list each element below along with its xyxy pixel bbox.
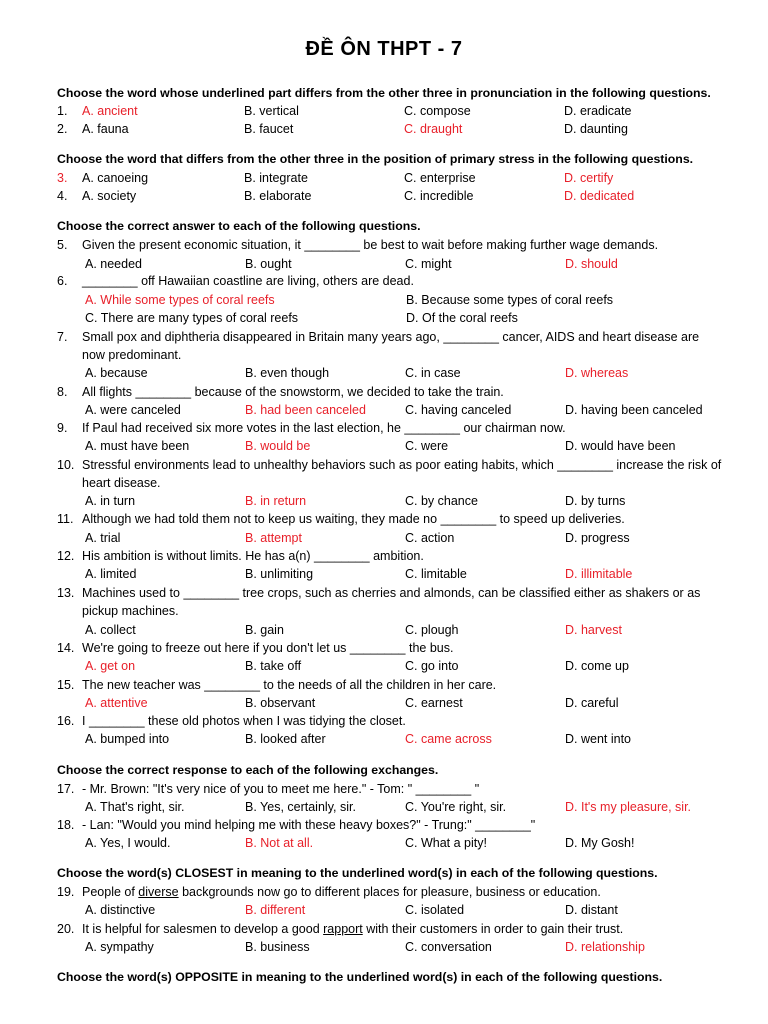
option-d[interactable]: D. whereas bbox=[565, 366, 629, 380]
option-b[interactable]: B. in return bbox=[245, 494, 307, 508]
option-d[interactable]: D. distant bbox=[565, 903, 618, 917]
option-a[interactable]: A. limited bbox=[85, 567, 137, 581]
option-c[interactable]: C. having canceled bbox=[405, 403, 512, 417]
option-c[interactable]: C. in case bbox=[405, 366, 461, 380]
option-b[interactable]: B. Because some types of coral reefs bbox=[406, 293, 614, 307]
section-2-instruction: Choose the word that differs from the other three in the position of primary stress in the following questions. bbox=[57, 152, 694, 166]
option-d[interactable]: D. by turns bbox=[565, 494, 626, 508]
option-b[interactable]: B. elaborate bbox=[244, 189, 312, 203]
option-b[interactable]: B. Yes, certainly, sir. bbox=[245, 800, 356, 814]
option-a[interactable]: A. because bbox=[85, 366, 148, 380]
option-c[interactable]: C. earnest bbox=[405, 696, 463, 710]
option-a[interactable]: A. fauna bbox=[82, 122, 129, 136]
option-c[interactable]: C. might bbox=[405, 257, 452, 271]
section-4-instruction: Choose the correct response to each of the following exchanges. bbox=[57, 763, 439, 777]
option-a[interactable]: A. canoeing bbox=[82, 171, 149, 185]
option-b[interactable]: B. take off bbox=[245, 659, 302, 673]
option-c[interactable]: C. enterprise bbox=[404, 171, 476, 185]
option-d[interactable]: D. progress bbox=[565, 531, 630, 545]
option-a[interactable]: A. society bbox=[82, 189, 137, 203]
option-d[interactable]: D. My Gosh! bbox=[565, 836, 635, 850]
option-d[interactable]: D. having been canceled bbox=[565, 403, 703, 417]
option-c[interactable]: C. action bbox=[405, 531, 455, 545]
option-b[interactable]: B. different bbox=[245, 903, 306, 917]
option-d[interactable]: D. dedicated bbox=[564, 189, 635, 203]
underlined-word: rapport bbox=[323, 922, 363, 936]
option-b[interactable]: B. would be bbox=[245, 439, 311, 453]
option-b[interactable]: B. attempt bbox=[245, 531, 302, 545]
option-d[interactable]: D. harvest bbox=[565, 623, 622, 637]
option-c[interactable]: C. were bbox=[405, 439, 449, 453]
option-a[interactable]: A. Yes, I would. bbox=[85, 836, 171, 850]
option-a[interactable]: A. collect bbox=[85, 623, 136, 637]
option-b[interactable]: B. even though bbox=[245, 366, 330, 380]
option-b[interactable]: B. gain bbox=[245, 623, 284, 637]
option-c[interactable]: C. limitable bbox=[405, 567, 467, 581]
option-a[interactable]: A. get on bbox=[85, 659, 136, 673]
option-d[interactable]: D. illimitable bbox=[565, 567, 633, 581]
option-d[interactable]: D. eradicate bbox=[564, 104, 632, 118]
option-c[interactable]: C. came across bbox=[405, 732, 492, 746]
option-b[interactable]: B. looked after bbox=[245, 732, 326, 746]
option-a[interactable]: A. must have been bbox=[85, 439, 190, 453]
option-b[interactable]: B. integrate bbox=[244, 171, 308, 185]
option-a[interactable]: A. needed bbox=[85, 257, 142, 271]
option-b[interactable]: B. faucet bbox=[244, 122, 294, 136]
option-d[interactable]: D. would have been bbox=[565, 439, 676, 453]
option-a[interactable]: A. bumped into bbox=[85, 732, 170, 746]
section-1-instruction: Choose the word whose underlined part differs from the other three in pronunciation in the following questions. bbox=[57, 86, 711, 100]
option-c[interactable]: C. plough bbox=[405, 623, 459, 637]
option-c[interactable]: C. isolated bbox=[405, 903, 465, 917]
option-c[interactable]: C. by chance bbox=[405, 494, 478, 508]
option-c[interactable]: C. There are many types of coral reefs bbox=[85, 311, 299, 325]
option-d[interactable]: D. It's my pleasure, sir. bbox=[565, 800, 692, 814]
option-d[interactable]: D. went into bbox=[565, 732, 632, 746]
option-d[interactable]: D. daunting bbox=[564, 122, 628, 136]
option-b[interactable]: B. Not at all. bbox=[245, 836, 314, 850]
option-a[interactable]: A. distinctive bbox=[85, 903, 156, 917]
option-d[interactable]: D. careful bbox=[565, 696, 619, 710]
option-d[interactable]: D. come up bbox=[565, 659, 629, 673]
option-d[interactable]: D. should bbox=[565, 257, 618, 271]
option-c[interactable]: C. draught bbox=[404, 122, 463, 136]
option-c[interactable]: C. incredible bbox=[404, 189, 474, 203]
option-a[interactable]: A. That's right, sir. bbox=[85, 800, 185, 814]
option-b[interactable]: B. ought bbox=[245, 257, 292, 271]
option-a[interactable]: A. in turn bbox=[85, 494, 136, 508]
option-d[interactable]: D. Of the coral reefs bbox=[406, 311, 518, 325]
option-b[interactable]: B. observant bbox=[245, 696, 316, 710]
option-b[interactable]: B. business bbox=[245, 940, 310, 954]
option-c[interactable]: C. conversation bbox=[405, 940, 492, 954]
option-c[interactable]: C. go into bbox=[405, 659, 459, 673]
option-c[interactable]: C. compose bbox=[404, 104, 471, 118]
option-d[interactable]: D. relationship bbox=[565, 940, 645, 954]
option-c[interactable]: C. What a pity! bbox=[405, 836, 487, 850]
exam-page: ĐỀ ÔN THPT - 7 Choose the word whose underlined part differs from the other three in pronunciation in the following questions. 1. A. ancient B. vertical C. compose D. eradicate 2. A. fauna B. faucet C. draught D. daunting Choose the word that differs from the other three in the position of primary stress in the following questions. 3. A. canoeing B. integrate C. enterprise D. certify 4. A. society B. elaborate C. incredible D. dedicated Choose the correct answer to each of the following questions. 5. Given the present economic situation, it ________ be best to wait before making further wage demands. A. needed B. ought C. might D. should 6. ________ off Hawaiian coastline are living, others are dead. A. While some types of coral reefs B. Because some types of coral reefs C. There are many types of coral reefs D. Of the coral reefs 7. Small pox and diphtheria disappeared in Britain many years ago, ________ cancer, AIDS and heart disease are now predominant. A. because B. even though C. in case D. whereas 8. All flights ________ because of the snowstorm, we decided to take the train. A. were canceled B. had been canceled C. having canceled D. having been canceled 9. If Paul had received six more votes in the last election, he ________ our chairman now. A. must have been B. would be C. were D. would have been 10. Stressful environments lead to unhealthy behaviors such as poor eating habits, which ________ increase the risk of heart disease. A. in turn B. in return C. by chance D. by turns 11. Although we had told them not to keep us waiting, they made no ________ to speed up deliveries. A. trial B. attempt C. action D. progress 12. His ambition is without limits. He has a(n) ________ ambition. A. limited B. unlimiting C. limitable D. illimitable 13. Machines used to ________ tree crops, such as cherries and almonds, can be classified either as shakers or as pickup machines. A. collect B. gain C. plough D. harvest 14. We're going to freeze out here if you don't let us ________ the bus. A. get on B. take off C. go into D. come up 15. The new teacher was ________ to the needs of all the children in her care. A. attentive B. observant C. earnest D. careful 16. I ________ these old photos when I was tidying the closet. A. bumped into B. looked after C. came across D. went into Choose the correct response to each of the following exchanges. 17. - Mr. Brown: "It's very nice of you to meet me here." - Tom: " ________ " A. That's right, sir. B. Yes, certainly, sir. C. You're right, sir. D. It's my pleasure, sir. 18. - Lan: "Would you mind helping me with these heavy boxes?" - Trung:" ________" A. Yes, I would. B. Not at all. C. What a pity! D. My Gosh! Choose the word(s) CLOSEST in meaning to the underlined word(s) in each of the following questions. 19. People of diverse backgrounds now go to different places for pleasure, business or education. A. distinctive B. different C. isolated D. distant 20. It is helpful for salesmen to develop a good rapport with their customers in order to gain their trust. A. sympathy B. business C. conversation D. relationship Choose the word(s) OPPOSITE in meaning to the underlined word(s) in each of the following questions. bbox=[0, 0, 768, 1024]
option-a[interactable]: A. attentive bbox=[85, 696, 148, 710]
option-b[interactable]: B. unlimiting bbox=[245, 567, 314, 581]
option-b[interactable]: B. vertical bbox=[244, 104, 299, 118]
option-a[interactable]: A. were canceled bbox=[85, 403, 181, 417]
section-3-instruction: Choose the correct answer to each of the following questions. bbox=[57, 219, 421, 233]
option-a[interactable]: A. While some types of coral reefs bbox=[85, 293, 275, 307]
option-a[interactable]: A. trial bbox=[85, 531, 121, 545]
underlined-word: diverse bbox=[138, 885, 179, 899]
section-6-instruction: Choose the word(s) OPPOSITE in meaning to the underlined word(s) in each of the following questions. bbox=[57, 970, 663, 984]
option-b[interactable]: B. had been canceled bbox=[245, 403, 366, 417]
option-a[interactable]: A. ancient bbox=[82, 104, 138, 118]
page-title: ĐỀ ÔN THPT - 7 bbox=[305, 38, 463, 60]
option-d[interactable]: D. certify bbox=[564, 171, 614, 185]
option-a[interactable]: A. sympathy bbox=[85, 940, 154, 954]
option-c[interactable]: C. You're right, sir. bbox=[405, 800, 507, 814]
section-5-instruction: Choose the word(s) CLOSEST in meaning to the underlined word(s) in each of the following questions. bbox=[57, 866, 658, 880]
